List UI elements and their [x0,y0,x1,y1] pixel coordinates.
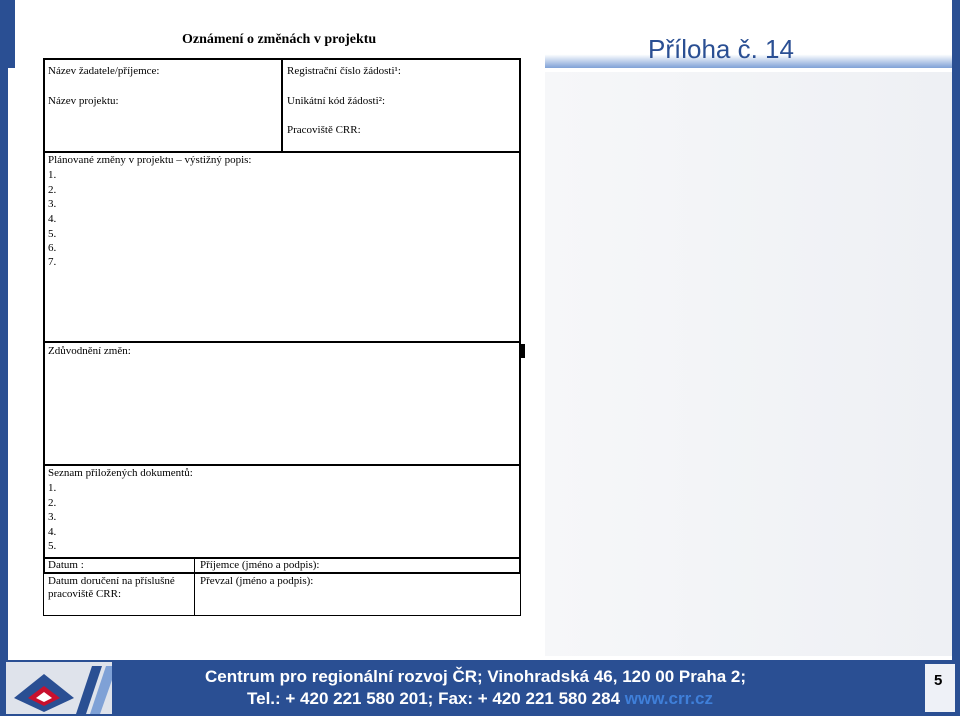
unique-code-label: Unikátní kód žádosti²: [287,95,386,107]
list-item: 5. [48,540,57,552]
justification-section [43,341,521,466]
list-item: 3. [48,511,57,523]
documents-label: Seznam přiložených dokumentů: [48,467,193,479]
page-marker [521,344,525,358]
list-item: 7. [48,256,57,268]
justification-label: Zdůvodnění změn: [48,345,131,357]
planned-changes-section [43,151,521,343]
crr-logo-icon [6,662,112,714]
footer-address: Centrum pro regionální rozvoj ČR; Vinohradská 46, 120 00 Praha 2; [205,667,747,686]
applicant-label: Název žadatele/příjemce: [48,65,160,77]
list-item: 1. [48,482,57,494]
footer-contact [247,689,713,709]
change-notification-form [43,58,521,616]
recipient-label: Příjemce (jméno a podpis): [200,559,320,571]
date-label: Datum : [48,559,84,571]
delivery-date-label: Datum doručení na příslušné pracoviště CRR: [48,575,175,600]
list-item: 6. [48,242,57,254]
registration-label: Registrační číslo žádosti¹: [287,65,401,77]
list-item: 4. [48,526,57,538]
crr-logo [6,662,112,714]
website-link[interactable]: www.crr.cz [624,689,713,708]
planned-changes-label: Plánované změny v projektu – výstižný popis: [48,154,252,166]
list-item: 2. [48,497,57,509]
header-divider [281,58,283,153]
list-item: 1. [48,169,57,181]
footer-phone-fax: Tel.: + 420 221 580 201; Fax: + 420 221 580 284 [247,689,625,708]
list-item: 5. [48,228,57,240]
form-title: Oznámení o změnách v projektu [182,32,377,47]
right-panel [545,72,952,656]
list-item: 2. [48,184,57,196]
list-item: 3. [48,198,57,210]
workplace-label: Pracoviště CRR: [287,124,361,136]
page-number: 5 [934,672,943,689]
project-name-label: Název projektu: [48,95,119,107]
received-by-label: Převzal (jméno a podpis): [200,575,314,587]
list-item: 4. [48,213,57,225]
attachment-label: Příloha č. 14 [648,34,794,64]
